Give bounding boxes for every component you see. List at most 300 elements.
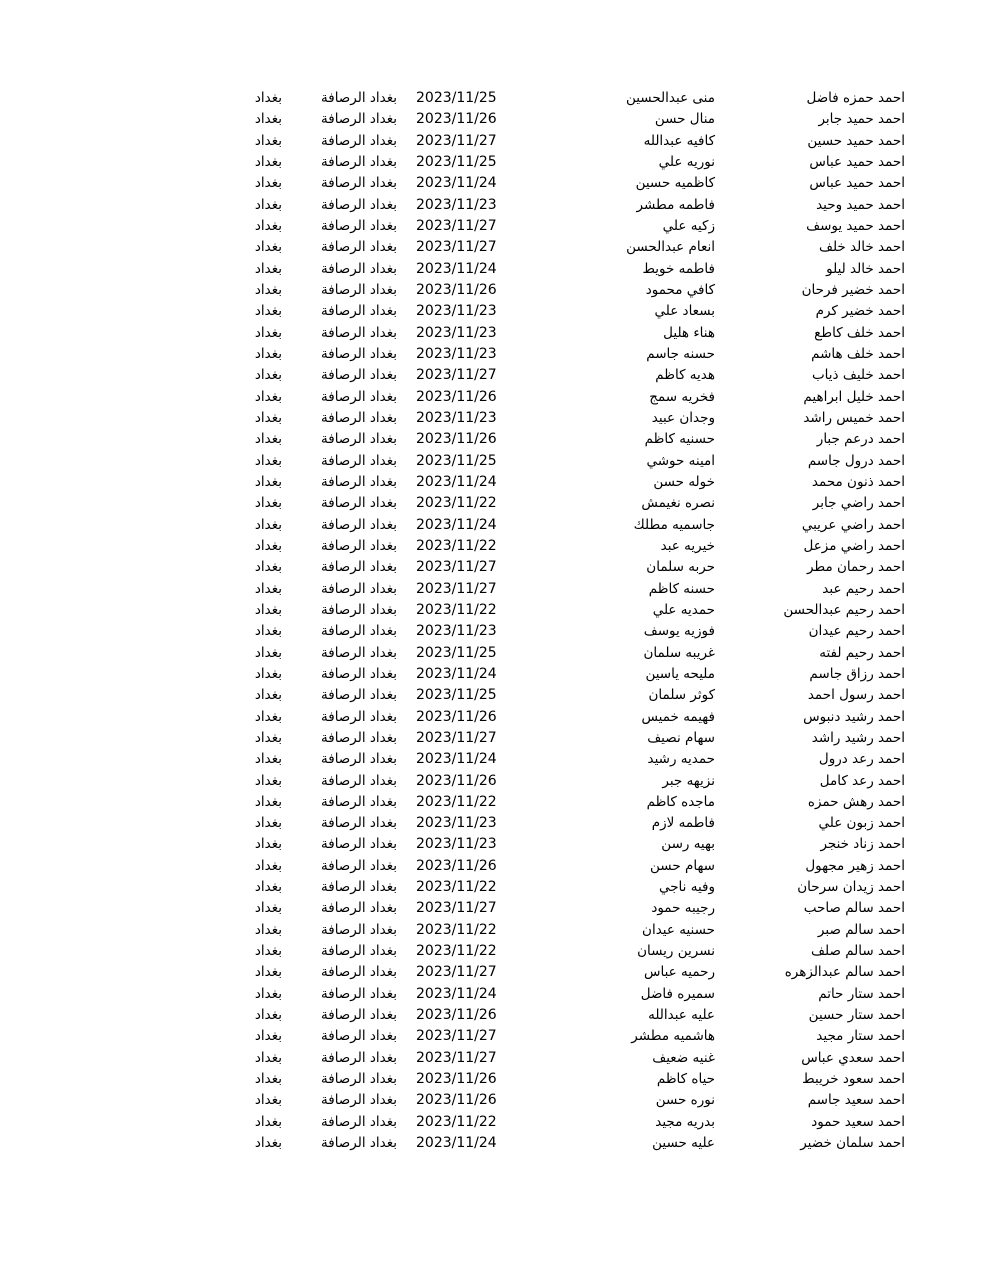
city-name: بغداد bbox=[254, 644, 282, 661]
person-name: احمد خلف هاشم bbox=[811, 345, 905, 362]
record-date: 2023/11/24 bbox=[416, 260, 497, 277]
area-name: بغداد الرصافة bbox=[321, 708, 397, 725]
person-name: احمد حميد جابر bbox=[818, 111, 905, 128]
record-date: 2023/11/24 bbox=[416, 665, 497, 682]
record-date: 2023/11/23 bbox=[416, 815, 497, 832]
table-row bbox=[0, 472, 989, 493]
city-name: بغداد bbox=[254, 1092, 282, 1109]
mother-name: نصره نغيمش bbox=[641, 495, 715, 512]
table-row bbox=[0, 920, 989, 941]
city-name: بغداد bbox=[254, 559, 282, 576]
mother-name: حربه سلمان bbox=[646, 559, 715, 576]
table-row bbox=[0, 792, 989, 813]
city-name: بغداد bbox=[254, 260, 282, 277]
mother-name: منال حسن bbox=[654, 111, 715, 128]
area-name: بغداد الرصافة bbox=[321, 409, 397, 426]
table-row bbox=[0, 621, 989, 642]
record-date: 2023/11/23 bbox=[416, 196, 497, 213]
table-row bbox=[0, 1005, 989, 1026]
city-name: بغداد bbox=[254, 537, 282, 554]
mother-name: زكيه علي bbox=[662, 217, 715, 234]
table-row bbox=[0, 643, 989, 664]
city-name: بغداد bbox=[254, 111, 282, 128]
person-name: احمد حميد وحيد bbox=[816, 196, 905, 213]
record-date: 2023/11/22 bbox=[416, 1113, 497, 1130]
city-name: بغداد bbox=[254, 281, 282, 298]
table-row bbox=[0, 664, 989, 685]
area-name: بغداد الرصافة bbox=[321, 281, 397, 298]
record-date: 2023/11/27 bbox=[416, 132, 497, 149]
mother-name: مليحه ياسين bbox=[645, 665, 715, 682]
record-date: 2023/11/23 bbox=[416, 345, 497, 362]
mother-name: بسعاد علي bbox=[654, 303, 715, 320]
person-name: احمد حميد حسين bbox=[807, 132, 905, 149]
area-name: بغداد الرصافة bbox=[321, 580, 397, 597]
table-row bbox=[0, 557, 989, 578]
mother-name: كوثر سلمان bbox=[648, 687, 715, 704]
city-name: بغداد bbox=[254, 815, 282, 832]
mother-name: كافيه عبدالله bbox=[643, 132, 715, 149]
city-name: بغداد bbox=[254, 495, 282, 512]
person-name: احمد خليل ابراهيم bbox=[803, 388, 905, 405]
record-date: 2023/11/25 bbox=[416, 90, 497, 106]
table-row bbox=[0, 834, 989, 855]
person-name: احمد حميد يوسف bbox=[806, 217, 905, 234]
city-name: بغداد bbox=[254, 1028, 282, 1045]
area-name: بغداد الرصافة bbox=[321, 516, 397, 533]
person-name: احمد راضي مزعل bbox=[803, 537, 905, 554]
mother-name: بهيه رسن bbox=[661, 836, 715, 853]
area-name: بغداد الرصافة bbox=[321, 473, 397, 490]
person-name: احمد ذنون محمد bbox=[811, 473, 905, 490]
record-date: 2023/11/26 bbox=[416, 1071, 497, 1088]
person-name: احمد سعود خريبط bbox=[802, 1071, 905, 1088]
area-name: بغداد الرصافة bbox=[321, 111, 397, 128]
area-name: بغداد الرصافة bbox=[321, 1049, 397, 1066]
table-row bbox=[0, 536, 989, 557]
record-date: 2023/11/25 bbox=[416, 153, 497, 170]
person-name: احمد سالم صبر bbox=[817, 921, 905, 938]
area-name: بغداد الرصافة bbox=[321, 729, 397, 746]
city-name: بغداد bbox=[254, 580, 282, 597]
area-name: بغداد الرصافة bbox=[321, 857, 397, 874]
record-date: 2023/11/26 bbox=[416, 772, 497, 789]
person-name: احمد زبون علي bbox=[818, 815, 905, 832]
city-name: بغداد bbox=[254, 1007, 282, 1024]
person-name: احمد رحمان مطر bbox=[806, 559, 905, 576]
record-date: 2023/11/24 bbox=[416, 175, 497, 192]
city-name: بغداد bbox=[254, 431, 282, 448]
person-name: احمد زناد خنجر bbox=[820, 836, 905, 853]
record-date: 2023/11/23 bbox=[416, 324, 497, 341]
mother-name: حمديه علي bbox=[652, 601, 715, 618]
person-name: احمد سعيد حمود bbox=[811, 1113, 905, 1130]
mother-name: وفيه ناجي bbox=[658, 879, 715, 896]
city-name: بغداد bbox=[254, 900, 282, 917]
person-name: احمد رحيم عبدالحسن bbox=[783, 601, 905, 618]
area-name: بغداد الرصافة bbox=[321, 153, 397, 170]
city-name: بغداد bbox=[254, 729, 282, 746]
table-row bbox=[0, 237, 989, 258]
person-name: احمد ستار حاتم bbox=[818, 985, 905, 1002]
record-date: 2023/11/26 bbox=[416, 857, 497, 874]
area-name: بغداد الرصافة bbox=[321, 623, 397, 640]
city-name: بغداد bbox=[254, 196, 282, 213]
table-row bbox=[0, 898, 989, 919]
table-row bbox=[0, 1048, 989, 1069]
record-date: 2023/11/22 bbox=[416, 495, 497, 512]
area-name: بغداد الرصافة bbox=[321, 1007, 397, 1024]
mother-name: حمديه رشيد bbox=[647, 751, 715, 768]
record-date: 2023/11/24 bbox=[416, 985, 497, 1002]
area-name: بغداد الرصافة bbox=[321, 537, 397, 554]
table-row bbox=[0, 1069, 989, 1090]
area-name: بغداد الرصافة bbox=[321, 260, 397, 277]
area-name: بغداد الرصافة bbox=[321, 644, 397, 661]
person-name: احمد خلف كاطع bbox=[814, 324, 905, 341]
mother-name: فهيمه خميس bbox=[641, 708, 715, 725]
record-date: 2023/11/27 bbox=[416, 964, 497, 981]
mother-name: فخريه سمج bbox=[649, 388, 715, 405]
record-date: 2023/11/27 bbox=[416, 1049, 497, 1066]
table-row bbox=[0, 365, 989, 386]
city-name: بغداد bbox=[254, 964, 282, 981]
city-name: بغداد bbox=[254, 921, 282, 938]
area-name: بغداد الرصافة bbox=[321, 772, 397, 789]
area-name: بغداد الرصافة bbox=[321, 985, 397, 1002]
mother-name: رحميه عباس bbox=[644, 964, 715, 981]
table-row bbox=[0, 877, 989, 898]
table-row bbox=[0, 109, 989, 130]
area-name: بغداد الرصافة bbox=[321, 324, 397, 341]
table-row bbox=[0, 941, 989, 962]
area-name: بغداد الرصافة bbox=[321, 367, 397, 384]
record-date: 2023/11/26 bbox=[416, 388, 497, 405]
area-name: بغداد الرصافة bbox=[321, 601, 397, 618]
city-name: بغداد bbox=[254, 132, 282, 149]
table-row bbox=[0, 728, 989, 749]
person-name: احمد خالد خلف bbox=[818, 239, 905, 256]
person-name: احمد رعد كامل bbox=[819, 772, 905, 789]
table-row bbox=[0, 451, 989, 472]
area-name: بغداد الرصافة bbox=[321, 815, 397, 832]
person-name: احمد سالم صاحب bbox=[803, 900, 905, 917]
record-date: 2023/11/22 bbox=[416, 601, 497, 618]
table-row bbox=[0, 173, 989, 194]
mother-name: ماجده كاظم bbox=[646, 793, 715, 810]
city-name: بغداد bbox=[254, 345, 282, 362]
table-row bbox=[0, 1090, 989, 1111]
mother-name: وجدان عبيد bbox=[651, 409, 715, 426]
person-name: احمد رهش حمزه bbox=[807, 793, 905, 810]
mother-name: خيريه عبد bbox=[660, 537, 715, 554]
record-date: 2023/11/22 bbox=[416, 793, 497, 810]
person-name: احمد رحيم لفته bbox=[819, 644, 905, 661]
mother-name: نسرين ريسان bbox=[637, 943, 715, 960]
records-list bbox=[0, 88, 989, 1154]
table-row bbox=[0, 1112, 989, 1133]
table-row bbox=[0, 195, 989, 216]
city-name: بغداد bbox=[254, 303, 282, 320]
mother-name: فاطمه خويط bbox=[642, 260, 715, 277]
mother-name: سهام حسن bbox=[650, 857, 715, 874]
mother-name: حسنه جاسم bbox=[646, 345, 715, 362]
area-name: بغداد الرصافة bbox=[321, 388, 397, 405]
city-name: بغداد bbox=[254, 175, 282, 192]
city-name: بغداد bbox=[254, 836, 282, 853]
person-name: احمد خضير فرحان bbox=[801, 281, 905, 298]
mother-name: نزيهه جبر bbox=[662, 772, 715, 789]
area-name: بغداد الرصافة bbox=[321, 1028, 397, 1045]
mother-name: حسنيه كاظم bbox=[644, 431, 715, 448]
area-name: بغداد الرصافة bbox=[321, 1135, 397, 1152]
record-date: 2023/11/24 bbox=[416, 516, 497, 533]
record-date: 2023/11/27 bbox=[416, 367, 497, 384]
record-date: 2023/11/23 bbox=[416, 409, 497, 426]
person-name: احمد رزاق جاسم bbox=[809, 665, 905, 682]
record-date: 2023/11/25 bbox=[416, 452, 497, 469]
record-date: 2023/11/25 bbox=[416, 687, 497, 704]
record-date: 2023/11/23 bbox=[416, 303, 497, 320]
city-name: بغداد bbox=[254, 772, 282, 789]
city-name: بغداد bbox=[254, 985, 282, 1002]
area-name: بغداد الرصافة bbox=[321, 900, 397, 917]
city-name: بغداد bbox=[254, 1135, 282, 1152]
area-name: بغداد الرصافة bbox=[321, 239, 397, 256]
record-date: 2023/11/22 bbox=[416, 537, 497, 554]
record-date: 2023/11/26 bbox=[416, 431, 497, 448]
record-date: 2023/11/26 bbox=[416, 281, 497, 298]
person-name: احمد خليف ذياب bbox=[811, 367, 905, 384]
mother-name: هديه كاظم bbox=[655, 367, 715, 384]
area-name: بغداد الرصافة bbox=[321, 196, 397, 213]
city-name: بغداد bbox=[254, 687, 282, 704]
table-row bbox=[0, 216, 989, 237]
area-name: بغداد الرصافة bbox=[321, 793, 397, 810]
person-name: احمد خالد ليلو bbox=[826, 260, 905, 277]
record-date: 2023/11/23 bbox=[416, 623, 497, 640]
table-row bbox=[0, 1133, 989, 1154]
person-name: احمد خضير كرم bbox=[815, 303, 905, 320]
person-name: احمد سعيد جاسم bbox=[807, 1092, 905, 1109]
city-name: بغداد bbox=[254, 1049, 282, 1066]
city-name: بغداد bbox=[254, 665, 282, 682]
table-row bbox=[0, 429, 989, 450]
area-name: بغداد الرصافة bbox=[321, 879, 397, 896]
table-row bbox=[0, 749, 989, 770]
record-date: 2023/11/24 bbox=[416, 1135, 497, 1152]
area-name: بغداد الرصافة bbox=[321, 921, 397, 938]
record-date: 2023/11/26 bbox=[416, 111, 497, 128]
mother-name: كاظميه حسين bbox=[635, 175, 715, 192]
person-name: احمد ستار حسين bbox=[808, 1007, 905, 1024]
mother-name: امينه حوشي bbox=[646, 452, 715, 469]
table-row bbox=[0, 707, 989, 728]
mother-name: سهام نصيف bbox=[647, 729, 715, 746]
city-name: بغداد bbox=[254, 153, 282, 170]
record-date: 2023/11/24 bbox=[416, 751, 497, 768]
table-row bbox=[0, 301, 989, 322]
mother-name: رجيبه حمود bbox=[651, 900, 715, 917]
city-name: بغداد bbox=[254, 708, 282, 725]
person-name: احمد رشيد دنبوس bbox=[803, 708, 905, 725]
record-date: 2023/11/27 bbox=[416, 239, 497, 256]
city-name: بغداد bbox=[254, 879, 282, 896]
person-name: احمد درول جاسم bbox=[807, 452, 905, 469]
area-name: بغداد الرصافة bbox=[321, 964, 397, 981]
area-name: بغداد الرصافة bbox=[321, 943, 397, 960]
mother-name: منى عبدالحسين bbox=[625, 90, 715, 106]
person-name: احمد درعم جبار bbox=[816, 431, 905, 448]
table-row bbox=[0, 259, 989, 280]
person-name: احمد خميس راشد bbox=[803, 409, 905, 426]
person-name: احمد رسول احمد bbox=[807, 687, 905, 704]
area-name: بغداد الرصافة bbox=[321, 836, 397, 853]
table-row bbox=[0, 323, 989, 344]
city-name: بغداد bbox=[254, 324, 282, 341]
record-date: 2023/11/25 bbox=[416, 644, 497, 661]
city-name: بغداد bbox=[254, 388, 282, 405]
record-date: 2023/11/22 bbox=[416, 921, 497, 938]
area-name: بغداد الرصافة bbox=[321, 1092, 397, 1109]
person-name: احمد رشيد راشد bbox=[811, 729, 905, 746]
table-row bbox=[0, 493, 989, 514]
mother-name: بدريه مجيد bbox=[655, 1113, 715, 1130]
city-name: بغداد bbox=[254, 601, 282, 618]
person-name: احمد سالم عبدالزهره bbox=[784, 964, 905, 981]
city-name: بغداد bbox=[254, 1071, 282, 1088]
table-row bbox=[0, 600, 989, 621]
mother-name: سميره فاضل bbox=[640, 985, 715, 1002]
record-date: 2023/11/26 bbox=[416, 1007, 497, 1024]
area-name: بغداد الرصافة bbox=[321, 431, 397, 448]
person-name: احمد حمزه فاضل bbox=[806, 90, 905, 106]
city-name: بغداد bbox=[254, 857, 282, 874]
person-name: احمد سعدي عباس bbox=[801, 1049, 905, 1066]
table-row bbox=[0, 88, 989, 109]
table-row bbox=[0, 1026, 989, 1047]
city-name: بغداد bbox=[254, 473, 282, 490]
mother-name: عليه حسين bbox=[652, 1135, 715, 1152]
mother-name: نوريه علي bbox=[658, 153, 715, 170]
mother-name: خوله حسن bbox=[653, 473, 715, 490]
area-name: بغداد الرصافة bbox=[321, 1071, 397, 1088]
person-name: احمد حميد عباس bbox=[809, 153, 905, 170]
mother-name: كافي محمود bbox=[645, 281, 715, 298]
person-name: احمد حميد عباس bbox=[809, 175, 905, 192]
person-name: احمد راضي عريبي bbox=[801, 516, 905, 533]
table-row bbox=[0, 344, 989, 365]
mother-name: هناء هليل bbox=[663, 324, 715, 341]
area-name: بغداد الرصافة bbox=[321, 495, 397, 512]
record-date: 2023/11/27 bbox=[416, 1028, 497, 1045]
mother-name: حياه كاظم bbox=[656, 1071, 715, 1088]
table-row bbox=[0, 408, 989, 429]
city-name: بغداد bbox=[254, 516, 282, 533]
person-name: احمد رعد درول bbox=[818, 751, 905, 768]
city-name: بغداد bbox=[254, 943, 282, 960]
city-name: بغداد bbox=[254, 1113, 282, 1130]
record-date: 2023/11/22 bbox=[416, 879, 497, 896]
area-name: بغداد الرصافة bbox=[321, 217, 397, 234]
record-date: 2023/11/27 bbox=[416, 217, 497, 234]
mother-name: هاشميه مطشر bbox=[631, 1028, 715, 1045]
area-name: بغداد الرصافة bbox=[321, 1113, 397, 1130]
city-name: بغداد bbox=[254, 623, 282, 640]
record-date: 2023/11/26 bbox=[416, 1092, 497, 1109]
area-name: بغداد الرصافة bbox=[321, 90, 397, 106]
city-name: بغداد bbox=[254, 367, 282, 384]
person-name: احمد رحيم عبد bbox=[822, 580, 905, 597]
area-name: بغداد الرصافة bbox=[321, 345, 397, 362]
area-name: بغداد الرصافة bbox=[321, 452, 397, 469]
city-name: بغداد bbox=[254, 239, 282, 256]
mother-name: حسنيه عيدان bbox=[642, 921, 715, 938]
record-date: 2023/11/24 bbox=[416, 473, 497, 490]
record-date: 2023/11/27 bbox=[416, 580, 497, 597]
mother-name: فوزيه يوسف bbox=[643, 623, 715, 640]
mother-name: غنيه ضعيف bbox=[652, 1049, 715, 1066]
person-name: احمد رحيم عيدان bbox=[808, 623, 905, 640]
person-name: احمد زهير مجهول bbox=[805, 857, 905, 874]
table-row bbox=[0, 771, 989, 792]
area-name: بغداد الرصافة bbox=[321, 303, 397, 320]
table-row bbox=[0, 685, 989, 706]
table-row bbox=[0, 152, 989, 173]
mother-name: فاطمه لازم bbox=[651, 815, 715, 832]
city-name: بغداد bbox=[254, 217, 282, 234]
table-row bbox=[0, 984, 989, 1005]
area-name: بغداد الرصافة bbox=[321, 559, 397, 576]
table-row bbox=[0, 813, 989, 834]
area-name: بغداد الرصافة bbox=[321, 687, 397, 704]
table-row bbox=[0, 962, 989, 983]
city-name: بغداد bbox=[254, 90, 282, 106]
area-name: بغداد الرصافة bbox=[321, 132, 397, 149]
person-name: احمد راضي جابر bbox=[812, 495, 905, 512]
table-row bbox=[0, 131, 989, 152]
record-date: 2023/11/27 bbox=[416, 729, 497, 746]
table-row bbox=[0, 579, 989, 600]
area-name: بغداد الرصافة bbox=[321, 175, 397, 192]
mother-name: فاطمه مطشر bbox=[636, 196, 715, 213]
city-name: بغداد bbox=[254, 751, 282, 768]
area-name: بغداد الرصافة bbox=[321, 751, 397, 768]
city-name: بغداد bbox=[254, 452, 282, 469]
table-row bbox=[0, 280, 989, 301]
record-date: 2023/11/27 bbox=[416, 559, 497, 576]
area-name: بغداد الرصافة bbox=[321, 665, 397, 682]
table-row bbox=[0, 515, 989, 536]
mother-name: غريبه سلمان bbox=[643, 644, 715, 661]
person-name: احمد زيدان سرحان bbox=[797, 879, 905, 896]
city-name: بغداد bbox=[254, 793, 282, 810]
mother-name: عليه عبدالله bbox=[648, 1007, 715, 1024]
city-name: بغداد bbox=[254, 409, 282, 426]
table-row bbox=[0, 856, 989, 877]
record-date: 2023/11/27 bbox=[416, 900, 497, 917]
record-date: 2023/11/26 bbox=[416, 708, 497, 725]
person-name: احمد سالم صلف bbox=[811, 943, 905, 960]
person-name: احمد ستار مجيد bbox=[816, 1028, 905, 1045]
table-row bbox=[0, 387, 989, 408]
record-date: 2023/11/23 bbox=[416, 836, 497, 853]
mother-name: جاسميه مطلك bbox=[633, 516, 715, 533]
mother-name: حسنه كاظم bbox=[648, 580, 715, 597]
mother-name: انعام عبدالحسن bbox=[626, 239, 715, 256]
person-name: احمد سلمان خضير bbox=[800, 1135, 905, 1152]
mother-name: نوره حسن bbox=[655, 1092, 715, 1109]
